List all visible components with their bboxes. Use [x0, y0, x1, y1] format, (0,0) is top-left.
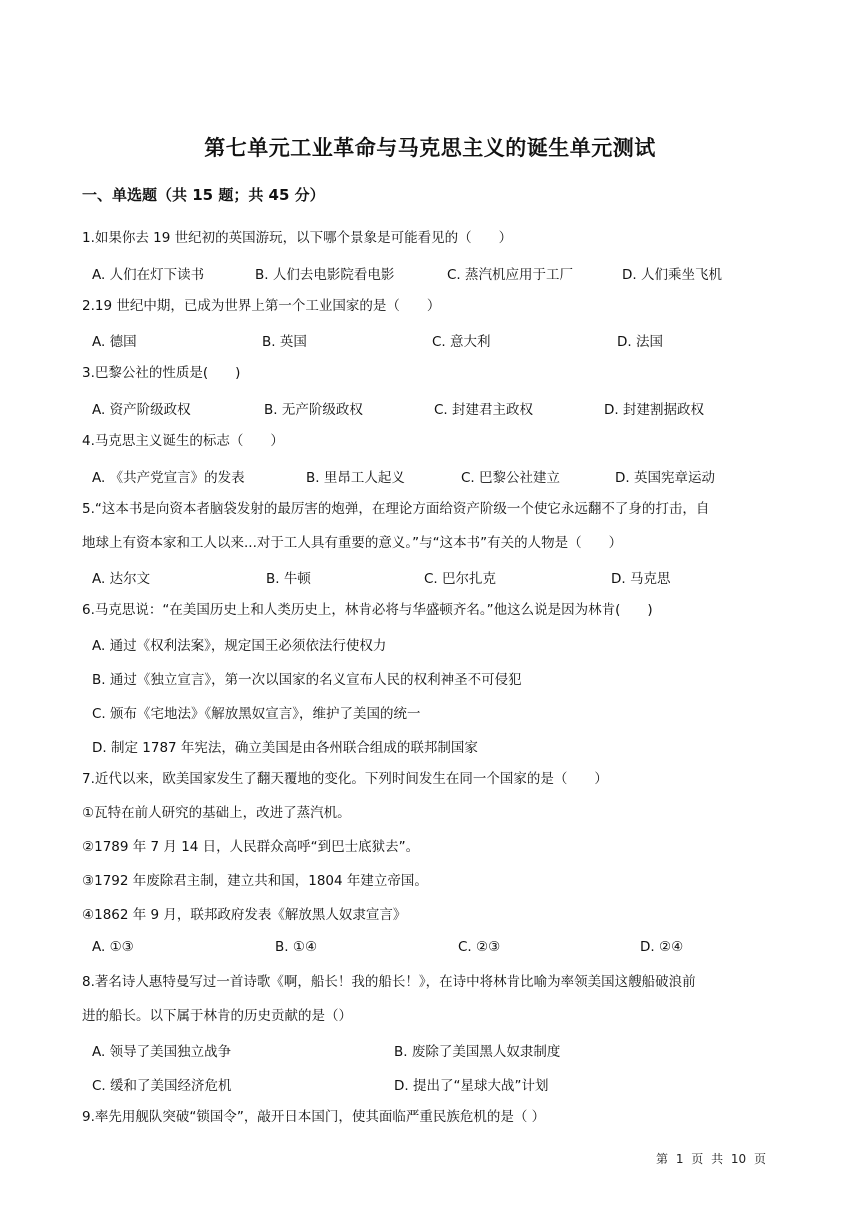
- question-3-option-c[interactable]: C. 封建君主政权: [434, 402, 534, 418]
- question-7-option-b[interactable]: B. ①④: [275, 939, 318, 955]
- question-8-option-d[interactable]: D. 提出了“星球大战”计划: [394, 1078, 549, 1094]
- question-3-stem: 3.巴黎公社的性质是( ): [82, 365, 241, 381]
- question-7-item-1: ①瓦特在前人研究的基础上，改进了蒸汽机。: [82, 805, 351, 821]
- question-2-option-a[interactable]: A. 德国: [92, 334, 137, 350]
- question-3-option-a[interactable]: A. 资产阶级政权: [92, 402, 191, 418]
- question-2-stem: 2.19 世纪中期，已成为世界上第一个工业国家的是（ ）: [82, 298, 441, 314]
- question-1-option-d[interactable]: D. 人们乘坐飞机: [622, 267, 722, 283]
- question-8-stem-line-2: 进的船长。以下属于林肯的历史贡献的是（）: [82, 1008, 352, 1024]
- question-7-stem: 7.近代以来，欧美国家发生了翻天覆地的变化。下列时间发生在同一个国家的是（ ）: [82, 771, 608, 787]
- question-6-option-b[interactable]: B. 通过《独立宣言》，第一次以国家的名义宣布人民的权利神圣不可侵犯: [92, 672, 522, 688]
- page-title: 第七单元工业革命与马克思主义的诞生单元测试: [204, 136, 656, 160]
- question-5-option-c[interactable]: C. 巴尔扎克: [424, 571, 497, 587]
- question-8-stem-line-1: 8.著名诗人惠特曼写过一首诗歌《啊，船长！我的船长！》，在诗中将林肯比喻为率领美国这艘船破浪前: [82, 974, 696, 990]
- question-5-option-a[interactable]: A. 达尔文: [92, 571, 151, 587]
- question-8-option-b[interactable]: B. 废除了美国黑人奴隶制度: [394, 1044, 561, 1060]
- question-3-option-d[interactable]: D. 封建割据政权: [604, 402, 704, 418]
- question-6-stem: 6.马克思说：“在美国历史上和人类历史上，林肯必将与华盛顿齐名。”他这么说是因为林肯( ): [82, 602, 653, 618]
- question-1-stem: 1.如果你去 19 世纪初的英国游玩，以下哪个景象是可能看见的（ ）: [82, 230, 513, 246]
- question-7-item-4: ④1862 年 9 月，联邦政府发表《解放黑人奴隶宣言》: [82, 907, 407, 923]
- question-2-option-d[interactable]: D. 法国: [617, 334, 663, 350]
- question-7-option-a[interactable]: A. ①③: [92, 939, 134, 955]
- question-6-option-d[interactable]: D. 制定 1787 年宪法，确立美国是由各州联合组成的联邦制国家: [92, 740, 478, 756]
- question-9-stem: 9.率先用舰队突破“锁国令”，敲开日本国门，使其面临严重民族危机的是（ ）: [82, 1109, 546, 1125]
- page-number-footer: 第 1 页 共 10 页: [656, 1152, 766, 1166]
- question-1-option-c[interactable]: C. 蒸汽机应用于工厂: [447, 267, 574, 283]
- question-4-stem: 4.马克思主义诞生的标志（ ）: [82, 433, 284, 449]
- question-3-option-b[interactable]: B. 无产阶级政权: [264, 402, 363, 418]
- question-7-item-2: ②1789 年 7 月 14 日，人民群众高呼“到巴士底狱去”。: [82, 839, 420, 855]
- question-5-option-d[interactable]: D. 马克思: [611, 571, 671, 587]
- section-heading: 一、单选题（共 15 题；共 45 分）: [82, 186, 325, 204]
- question-1-option-b[interactable]: B. 人们去电影院看电影: [255, 267, 395, 283]
- question-7-option-d[interactable]: D. ②④: [640, 939, 684, 955]
- question-5-stem-line-2: 地球上有资本家和工人以来...对于工人具有重要的意义。”与“这本书”有关的人物是（ ）: [82, 535, 623, 551]
- question-6-option-c[interactable]: C. 颁布《宅地法》《解放黑奴宣言》，维护了美国的统一: [92, 706, 421, 722]
- question-4-option-b[interactable]: B. 里昂工人起义: [306, 470, 405, 486]
- question-4-option-c[interactable]: C. 巴黎公社建立: [461, 470, 561, 486]
- question-7-item-3: ③1792 年废除君主制，建立共和国，1804 年建立帝国。: [82, 873, 428, 889]
- question-1-option-a[interactable]: A. 人们在灯下读书: [92, 267, 205, 283]
- question-8-option-a[interactable]: A. 领导了美国独立战争: [92, 1044, 232, 1060]
- question-4-option-a[interactable]: A. 《共产党宣言》的发表: [92, 470, 245, 486]
- question-6-option-a[interactable]: A. 通过《权利法案》，规定国王必须依法行使权力: [92, 638, 387, 654]
- question-2-option-c[interactable]: C. 意大利: [432, 334, 491, 350]
- question-4-option-d[interactable]: D. 英国宪章运动: [615, 470, 715, 486]
- question-5-option-b[interactable]: B. 牛顿: [266, 571, 311, 587]
- question-8-option-c[interactable]: C. 缓和了美国经济危机: [92, 1078, 232, 1094]
- question-7-option-c[interactable]: C. ②③: [458, 939, 501, 955]
- question-2-option-b[interactable]: B. 英国: [262, 334, 307, 350]
- question-5-stem-line-1: 5.“这本书是向资本者脑袋发射的最厉害的炮弹，在理论方面给资产阶级一个使它永远翻不了身的打击，自: [82, 501, 710, 517]
